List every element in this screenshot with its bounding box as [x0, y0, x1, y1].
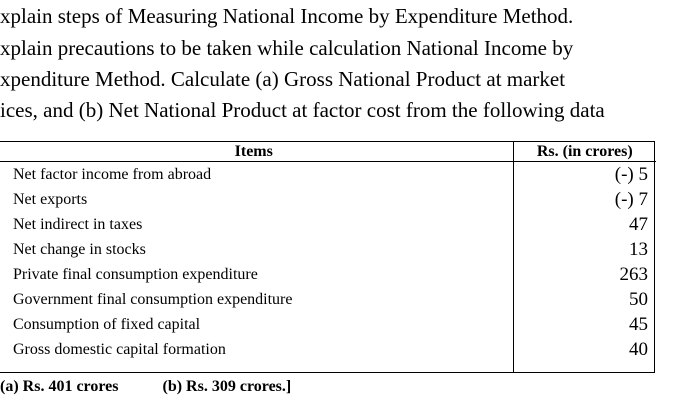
table-header-row — [0, 142, 656, 162]
table-row — [0, 162, 656, 188]
table-cell-value: 40 — [513, 337, 656, 362]
data-table — [0, 142, 656, 372]
row-number — [0, 162, 13, 187]
item-label: Net factor income from abroad — [13, 166, 212, 183]
table-row — [0, 337, 656, 362]
row-number — [0, 312, 13, 337]
table-cell-value: (-) 5 — [513, 162, 656, 188]
answer-line — [0, 377, 291, 396]
table-cell-item — [0, 337, 513, 362]
table-cell-value: 263 — [513, 262, 656, 287]
item-label: Government final consumption expenditure — [13, 291, 293, 308]
table-cell-item — [0, 187, 513, 212]
row-number — [0, 187, 13, 212]
item-label: Gross domestic capital formation — [13, 341, 226, 358]
table-cell-empty — [0, 362, 513, 372]
row-number — [0, 237, 13, 262]
header-items: Items — [0, 142, 513, 162]
header-value: Rs. (in crores) — [513, 142, 656, 162]
table-cell-item — [0, 212, 513, 237]
table-row — [0, 287, 656, 312]
table-cell-value: 45 — [513, 312, 656, 337]
table-row — [0, 237, 656, 262]
item-label: Net change in stocks — [13, 241, 146, 258]
row-number — [0, 262, 13, 287]
table-row — [0, 212, 656, 237]
row-number — [0, 337, 13, 362]
table-cell-item — [0, 287, 513, 312]
table-row — [0, 312, 656, 337]
table-row — [0, 262, 656, 287]
question-line-2: xplain precautions to be taken while calculation National Income by — [0, 36, 574, 60]
row-number — [0, 212, 13, 237]
table-filler-row — [0, 362, 656, 372]
table-cell-item — [0, 312, 513, 337]
table-cell-item — [0, 262, 513, 287]
item-label: Net indirect in taxes — [13, 216, 143, 233]
table-row — [0, 187, 656, 212]
row-number — [0, 287, 13, 312]
table-cell-item — [0, 237, 513, 262]
item-label: Private final consumption expenditure — [13, 266, 258, 283]
table-cell-value: (-) 7 — [513, 187, 656, 212]
table-cell-value: 50 — [513, 287, 656, 312]
table-cell-empty — [513, 362, 656, 372]
table-cell-value: 13 — [513, 237, 656, 262]
answer-b: (b) Rs. 309 crores.] — [162, 378, 292, 395]
question-line-3: xpenditure Method. Calculate (a) Gross National Product at market — [0, 67, 566, 91]
question-line-1: xplain steps of Measuring National Income by Expenditure Method. — [0, 4, 574, 28]
data-table-container — [0, 141, 655, 373]
item-label: Net exports — [13, 191, 88, 208]
answer-a: (a) Rs. 401 crores — [0, 378, 119, 395]
question-line-4: ices, and (b) Net National Product at factor cost from the following data — [0, 98, 605, 122]
table-cell-item — [0, 162, 513, 188]
table-body — [0, 162, 656, 373]
item-label: Consumption of fixed capital — [13, 316, 201, 333]
table-cell-value: 47 — [513, 212, 656, 237]
